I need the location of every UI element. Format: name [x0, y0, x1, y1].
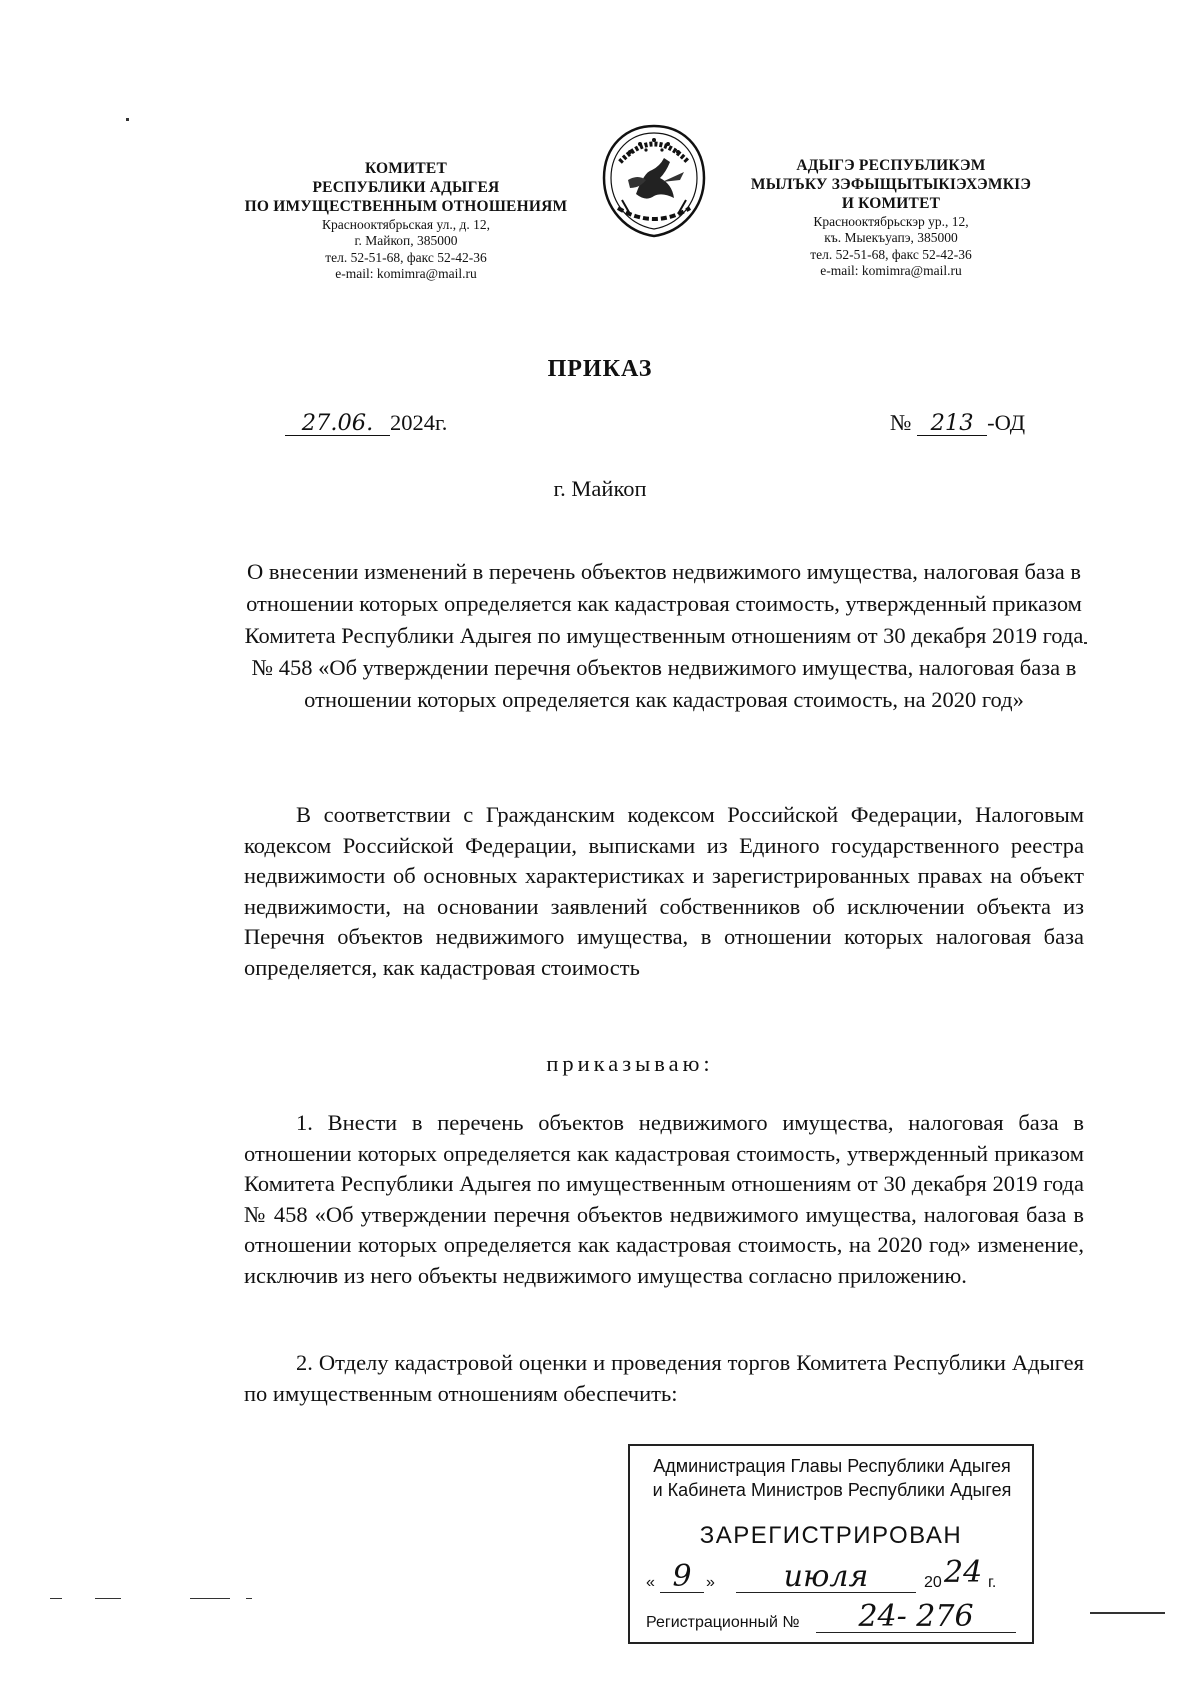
header-right-line1: АДЫГЭ РЕСПУБЛИКЭМ	[796, 157, 986, 174]
header-right-phone: тел. 52-51-68, факс 52-42-36	[810, 246, 972, 262]
basis-text: В соответствии с Гражданским кодексом Российской Федерации, Налоговым кодексом Российской Федерации, выписками из Единого государственного реестра недвижимости об основных характеристиках и зарегистрированных правах на объект недвижимости, на основании заявлений собственников об исключении объекта из Перечня объектов недвижимого имущества, в отношении которых налоговая база определяется, как кадастровая стоимость	[244, 802, 1084, 980]
header-right-email: e-mail: komimra@mail.ru	[820, 263, 962, 279]
header-left-phone: тел. 52-51-68, факс 52-42-36	[325, 249, 487, 265]
item-2-text: 2. Отделу кадастровой оценки и проведения торгов Комитета Республики Адыгея по имущественным отношениям обеспечить:	[244, 1350, 1084, 1406]
scan-speck	[246, 1598, 252, 1599]
header-left-line2: РЕСПУБЛИКИ АДЫГЕЯ	[312, 178, 500, 196]
stamp-year-g: г.	[988, 1574, 997, 1591]
number-suffix: -ОД	[987, 410, 1026, 435]
scan-speck	[190, 1598, 230, 1599]
header-right-city: къ. Мыекъуапэ, 385000	[824, 230, 958, 246]
header-left-city: г. Майкоп, 385000	[354, 233, 458, 249]
scan-speck	[126, 118, 129, 121]
stamp-quote-close: »	[706, 1574, 715, 1591]
header-left-email: e-mail: komimra@mail.ru	[335, 266, 477, 282]
stamp-reg-label: Регистрационный №	[646, 1614, 800, 1631]
header-left	[225, 160, 587, 283]
document-number	[890, 410, 1025, 436]
stamp-org-line2: и Кабинета Министров Республики Адыгея	[652, 1480, 1012, 1500]
stamp-status: ЗАРЕГИСТРИРОВАН	[699, 1522, 963, 1549]
number-prefix: №	[890, 410, 912, 435]
stamp-reg-number: 24- 276	[816, 1602, 1016, 1633]
scan-speck	[1090, 1612, 1165, 1614]
stamp-quote-open: «	[646, 1574, 655, 1591]
header-right-line2: МЫЛЪКУ ЗЭФЫЩЫТЫКIЭХЭМКIЭ	[750, 175, 1032, 193]
number-handwritten: 213	[917, 412, 987, 436]
date-handwritten: 27.06.	[285, 412, 390, 436]
date-suffix: 2024г.	[390, 410, 448, 435]
item-2-paragraph	[244, 1348, 1084, 1409]
stamp-date	[646, 1555, 1022, 1598]
document-date	[285, 410, 447, 436]
header-left-line3: ПО ИМУЩЕСТВЕННЫМ ОТНОШЕНИЯМ	[244, 197, 568, 215]
document-subject: О внесении изменений в перечень объектов недвижимого имущества, налоговая база в отношении которых определяется как кадастровая стоимость, утвержденный приказом Комитета Республики Адыгея по имущественным отношениям от 30 декабря 2019 года № 458 «Об утверждении перечня объектов недвижимого имущества, налоговая база в отношении которых определяется как кадастровая стоимость, на 2020 год»	[244, 559, 1084, 712]
stamp-year-prefix: 20	[924, 1574, 942, 1591]
stamp-month: июля	[736, 1562, 916, 1593]
stamp-registration	[646, 1599, 1022, 1636]
scan-speck	[95, 1598, 121, 1599]
scan-speck	[1084, 642, 1087, 644]
header-right-line3: И КОМИТЕТ	[841, 194, 941, 212]
stamp-org-line1: Администрация Главы Республики Адыгея	[653, 1456, 1011, 1476]
document-city: г. Майкоп	[553, 476, 647, 501]
header-right-address: Краснооктябрьскэр ур., 12,	[813, 213, 969, 229]
registration-stamp	[628, 1444, 1034, 1644]
stamp-organization	[640, 1454, 1024, 1502]
header-right	[738, 157, 1044, 280]
stamp-year-suffix: 24	[944, 1555, 983, 1590]
order-word: приказываю:	[546, 1051, 714, 1076]
coat-of-arms-icon	[600, 122, 708, 240]
stamp-day: 9	[660, 1562, 704, 1593]
basis-paragraph	[244, 800, 1084, 983]
item-1-text: 1. Внести в перечень объектов недвижимого имущества, налоговая база в отношении которых определяется как кадастровая стоимость, утвержденный приказом Комитета Республики Адыгея по имущественным отношениям от 30 декабря 2019 года № 458 «Об утверждении перечня объектов недвижимого имущества, налоговая база в отношении которых определяется как кадастровая стоимость, на 2020 год» изменение, исключив из него объекты недвижимого имущества согласно приложению.	[244, 1110, 1084, 1288]
document-title: ПРИКАЗ	[547, 356, 653, 382]
scan-speck	[50, 1598, 62, 1599]
item-1-paragraph	[244, 1108, 1084, 1291]
header-left-line1: КОМИТЕТ	[364, 160, 447, 177]
header-left-address: Краснооктябрьская ул., д. 12,	[322, 216, 490, 232]
